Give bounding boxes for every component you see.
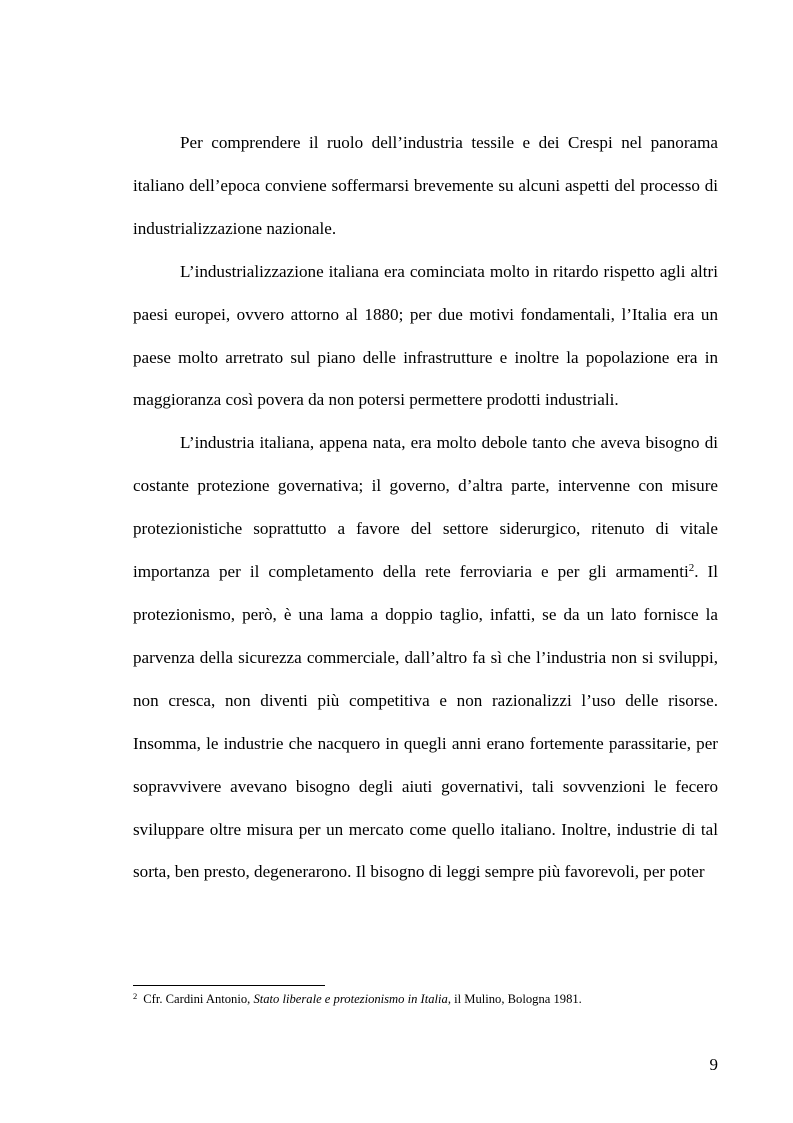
paragraph-3: [133, 422, 718, 894]
footnote-number: 2: [133, 991, 138, 1001]
body-text: [133, 122, 718, 894]
paragraph-3-text-before: L’industria italiana, appena nata, era molto debole tanto che aveva bisogno di costante protezione governativa; il governo, d’altra parte, intervenne con misure protezionistiche soprattutto a favore del settore siderurgico, ritenuto di vitale importanza per il completamento della rete ferroviaria e per gli armamenti: [133, 433, 718, 582]
paragraph-3-text-after: . Il protezionismo, però, è una lama a doppio taglio, infatti, se da un lato fornisce la parvenza della sicurezza commerciale, dall’altro fa sì che l’industria non si sviluppi, non cresca, non diventi più competitiva e non razionalizzi l’uso delle risorse. Insomma, le industrie che nacquero in quegli anni erano fortemente parassitarie, per sopravvivere avevano bisogno degli aiuti governativi, tali sovvenzioni le fecero sviluppare oltre misura per un mercato come quello italiano. Inoltre, industrie di tal sorta, ben presto, degenerarono. Il bisogno di leggi sempre più favorevoli, per poter: [133, 562, 718, 882]
footnote: [133, 991, 718, 1007]
footnote-separator: [133, 985, 325, 986]
paragraph-1-text: Per comprendere il ruolo dell’industria tessile e dei Crespi nel panorama italiano dell’epoca conviene soffermarsi brevemente su alcuni aspetti del processo di industrializzazione nazionale.: [133, 133, 718, 238]
footnote-reference: 2: [688, 562, 695, 575]
paragraph-1: [133, 122, 718, 251]
footnote-prefix: Cfr. Cardini Antonio,: [143, 992, 254, 1006]
footnote-suffix: , il Mulino, Bologna 1981.: [447, 992, 582, 1006]
footnote-title: Stato liberale e protezionismo in Italia: [253, 992, 448, 1006]
paragraph-2-text: L’industrializzazione italiana era cominciata molto in ritardo rispetto agli altri paesi europei, ovvero attorno al 1880; per due motivi fondamentali, l’Italia era un paese molto arretrato sul piano delle infrastrutture e inoltre la popolazione era in maggioranza così povera da non potersi permettere prodotti industriali.: [133, 261, 718, 410]
page-number: 9: [709, 1055, 718, 1074]
paragraph-2: [133, 251, 718, 423]
